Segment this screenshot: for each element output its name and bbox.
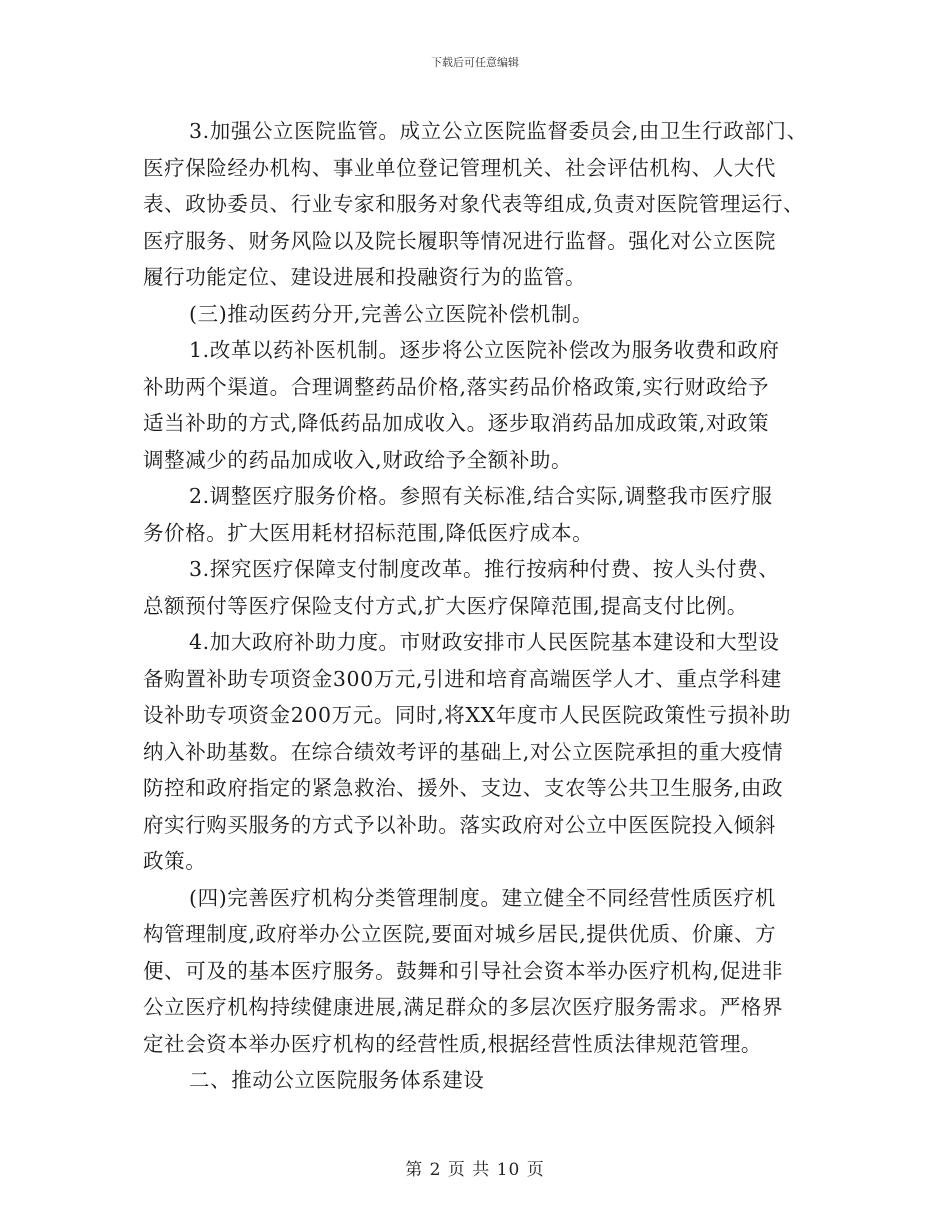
text-line: 政策。 [143,849,207,873]
text-line: 1.改革以药补医机制。逐步将公立医院补偿改为服务收费和政府 [189,338,780,362]
text-line: 医疗保险经办机构、事业单位登记管理机关、社会评估机构、人大代 [143,155,776,180]
text-line: 设补助专项资金200万元。同时,将XX年度市人民医院政策性亏损补助 [143,703,792,727]
text-line: 纳入补助基数。在综合绩效考评的基础上,对公立医院承担的重大疫情 [143,739,784,764]
text-line: 构管理制度,政府举办公立医院,要面对城乡居民,提供优质、价廉、方 [143,922,777,946]
text-line: (四)完善医疗机构分类管理制度。建立健全不同经营性质医疗机 [189,885,776,910]
text-line: 3.探究医疗保障支付制度改革。推行按病种付费、按人头付费、 [189,557,780,581]
text-line: 定社会资本举办医疗机构的经营性质,根据经营性质法律规范管理。 [143,1031,763,1056]
text-line: 总额预付等医疗保险支付方式,扩大医疗保障范围,提高支付比例。 [143,593,749,618]
page-header: 下载后可任意编辑 [431,56,519,69]
text-line: 适当补助的方式,降低药品加成收入。逐步取消药品加成政策,对政策 [143,411,770,435]
text-line: 便、可及的基本医疗服务。鼓舞和引导社会资本举办医疗机构,促进非 [143,958,784,983]
text-line: 备购置补助专项资金300万元,引进和培育高端医学人才、重点学科建 [143,666,782,691]
text-line: 医疗服务、财务风险以及院长履职等情况进行监督。强化对公立医院 [143,228,776,253]
text-line: 补助两个渠道。合理调整药品价格,落实药品价格政策,实行财政给予 [143,374,770,399]
text-line: 调整减少的药品加成收入,财政给予全额补助。 [143,447,573,472]
text-line: 3.加强公立医院监管。成立公立医院监督委员会,由卫生行政部门、 [189,119,808,143]
text-line: 2.调整医疗服务价格。参照有关标准,结合实际,调整我市医疗服 [189,484,773,508]
page-number-footer: 第 2 页 共 10 页 [405,1160,545,1180]
text-line: 务价格。扩大医用耗材招标范围,降低医疗成本。 [143,520,594,545]
text-line: 表、政协委员、行业专家和服务对象代表等组成,负责对医院管理运行、 [143,192,805,216]
text-line: (三)推动医药分开,完善公立医院补偿机制。 [189,301,594,326]
text-line: 防控和政府指定的紧急救治、援外、支边、支农等公共卫生服务,由政 [143,776,784,800]
document-body [143,113,808,1099]
text-line: 公立医疗机构持续健康进展,满足群众的多层次医疗服务需求。严格界 [143,995,784,1019]
text-line: 履行功能定位、建设进展和投融资行为的监管。 [143,265,587,289]
text-line: 4.加大政府补助力度。市财政安排市人民医院基本建设和大型设 [189,630,780,654]
section-heading: 二、推动公立医院服务体系建设 [189,1068,485,1092]
text-line: 府实行购买服务的方式予以补助。落实政府对公立中医医院投入倾斜 [143,812,776,837]
